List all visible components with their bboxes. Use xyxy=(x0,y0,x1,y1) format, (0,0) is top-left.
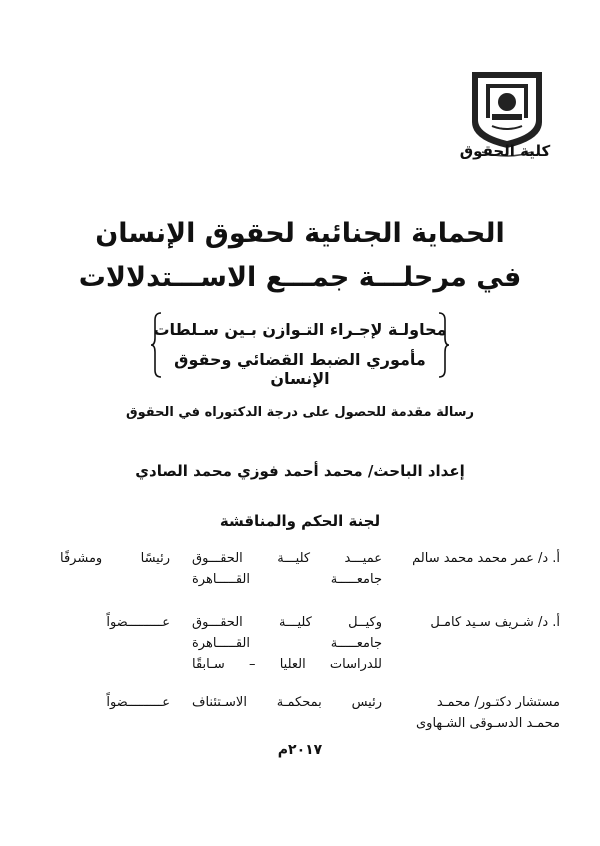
member-3-name-line-1: مستشار دكتـور/ محمـد xyxy=(436,695,560,710)
member-3-title-line-1: رئيس بمحكمـة الاسـتئناف xyxy=(192,695,382,710)
member-3-role: عـــــــــضواً xyxy=(106,695,170,710)
member-2-title xyxy=(192,612,382,675)
member-1-title xyxy=(192,548,382,590)
subtitle-line-2: مأموري الضبط القضائي وحقوق الإنسان xyxy=(174,350,426,388)
faculty-name: كلية الحقوق xyxy=(459,142,551,160)
member-1-name: أ. د/ عمر محمد محمد سالم xyxy=(412,551,560,566)
member-3-title xyxy=(192,692,382,713)
member-3-name-line-2: محمـد الدسـوقى الشـهاوى xyxy=(415,716,560,731)
thesis-note: رسالة مقدمة للحصول على درجة الدكتوراه في الحقوق xyxy=(126,405,474,420)
member-2-name: أ. د/ شـريف سـيد كامـل xyxy=(430,615,560,630)
member-1-role: رئيسًا ومشرفًا xyxy=(60,551,170,566)
author-line: إعداد الباحث/ محمد أحمد فوزي محمد الصادي xyxy=(135,462,465,480)
member-1-title-line-2: جامعـــــة القـــــاهرة xyxy=(192,572,382,587)
member-2-title-line-3: للدراسات العليا – سـابقًا xyxy=(192,657,382,672)
title-line-2: في مرحلـــة جمـــع الاســـتدلالات xyxy=(78,262,522,293)
member-2-title-line-1: وكيــل كليـــة الحقـــوق xyxy=(192,615,382,630)
member-2-role: عـــــــــضواً xyxy=(106,615,170,630)
year: ٢٠١٧م xyxy=(277,742,323,758)
subtitle-line-1: محاولـة لإجـراء التـوازن بـين سـلطات xyxy=(153,320,447,339)
member-2-title-line-2: جامعـــــة القـــــاهرة xyxy=(192,636,382,651)
title-line-1: الحماية الجنائية لحقوق الإنسان xyxy=(95,218,505,249)
committee-heading: لجنة الحكم والمناقشة xyxy=(219,512,381,530)
subtitle-block xyxy=(150,312,450,388)
member-1-title-line-1: عميـــد كليـــة الحقـــوق xyxy=(192,551,382,566)
member-3-name xyxy=(360,692,560,734)
